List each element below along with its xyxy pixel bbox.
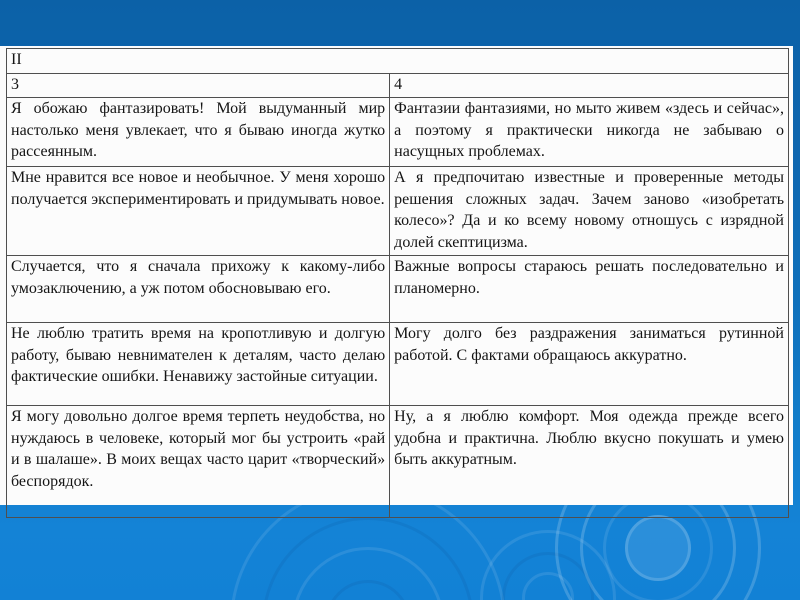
trait-cell-left: Не люблю тратить время на кропотливую и долгую работу, бываю невнимателен к деталям, часто делаю фактические ошибки. Ненавижу застойные ситуации.: [7, 323, 390, 406]
table-row: [7, 406, 789, 518]
table-row: [7, 167, 789, 256]
table-row: [7, 256, 789, 323]
ripple-decoration: [292, 547, 444, 600]
trait-cell-left: Случается, что я сначала прихожу к какому-либо умозаключению, а уж потом обосновываю его.: [7, 256, 390, 323]
trait-cell-right: Ну, а я люблю комфорт. Моя одежда прежде всего удобна и практична. Люблю вкусно покушать и умею быть аккуратным.: [390, 406, 789, 518]
table-row: [7, 323, 789, 406]
trait-cell-left: Я могу довольно долгое время терпеть неудобства, но нуждаюсь в человеке, который мог бы устроить «рай и в шалаше». В моих вещах часто царит «творческий» беспорядок.: [7, 406, 390, 518]
column-header-3: 3: [7, 73, 390, 98]
table-row: [7, 98, 789, 167]
group-header-row: [7, 49, 789, 74]
trait-cell-right: А я предпочитаю известные и проверенные методы решения сложных задач. Зачем заново «изобретать колесо»? Да и ко всему новому отношусь с изрядной долей скептицизма.: [390, 167, 789, 256]
trait-comparison-table: [6, 48, 789, 518]
column-header-4: 4: [390, 73, 789, 98]
ripple-decoration: [262, 517, 474, 600]
column-header-row: [7, 73, 789, 98]
ripple-decoration: [480, 530, 616, 600]
ripple-decoration: [625, 515, 691, 581]
ripple-decoration: [325, 580, 411, 600]
trait-cell-left: Я обожаю фантазировать! Мой выдуманный мир настолько меня увлекает, что я бываю иногда жутко рассеянным.: [7, 98, 390, 167]
group-header-cell: II: [7, 49, 789, 74]
ripple-decoration: [502, 552, 594, 600]
trait-cell-left: Мне нравится все новое и необычное. У меня хорошо получается экспериментировать и придумывать новое.: [7, 167, 390, 256]
trait-cell-right: Фантазии фантазиями, но мыто живем «здесь и сейчас», а поэтому я практически никогда не забываю о насущных проблемах.: [390, 98, 789, 167]
table-panel: [0, 46, 793, 505]
trait-cell-right: Важные вопросы стараюсь решать последовательно и планомерно.: [390, 256, 789, 323]
trait-cell-right: Могу долго без раздражения заниматься рутинной работой. С фактами обращаюсь аккуратно.: [390, 323, 789, 406]
ripple-decoration: [522, 572, 574, 600]
